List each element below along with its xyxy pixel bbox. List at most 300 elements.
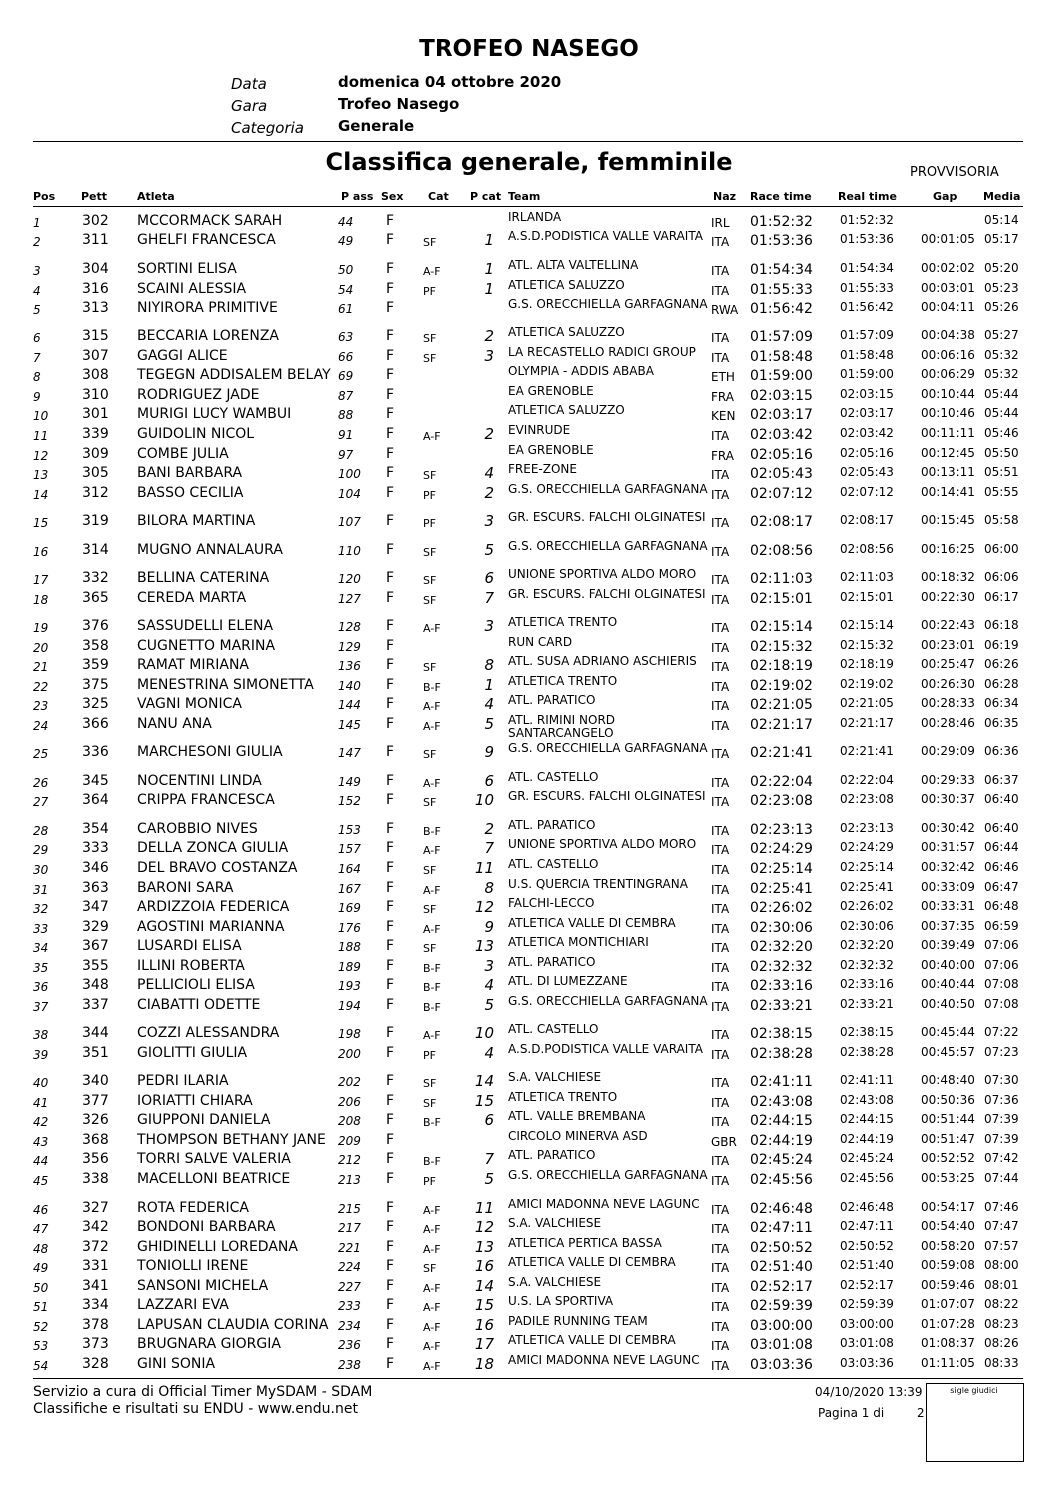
cell-name: IORIATTI CHIARA [137, 1093, 253, 1109]
table-row [0, 512, 1058, 532]
cell-media: 05:14 [984, 213, 1019, 227]
cell-gap: 00:39:49 [921, 938, 975, 952]
cell-pcat: 14 [474, 1072, 494, 1090]
cell-pett: 356 [82, 1151, 109, 1167]
cell-name: LAPUSAN CLAUDIA CORINA [137, 1317, 329, 1333]
cell-team: ATLETICA PERTICA BASSA [508, 1236, 662, 1250]
cell-sex: F [386, 1045, 395, 1061]
cell-naz: ITA [711, 660, 730, 674]
cell-naz: ITA [711, 747, 730, 761]
cell-gap: 00:03:01 [921, 281, 975, 295]
table-row [0, 1111, 1058, 1131]
cell-pett: 328 [82, 1356, 109, 1372]
cell-pos: 45 [33, 1174, 49, 1188]
cell-pass: 188 [338, 940, 361, 954]
cell-pass: 224 [338, 1260, 361, 1274]
cell-pett: 327 [82, 1200, 109, 1216]
cell-naz: ITA [711, 1076, 730, 1090]
cell-pass: 238 [338, 1358, 361, 1372]
cell-name: GINI SONIA [137, 1356, 216, 1372]
cell-pett: 312 [82, 485, 109, 501]
table-row [0, 1335, 1058, 1355]
cell-pass: 127 [338, 592, 361, 606]
cell-pass: 54 [338, 283, 354, 297]
cell-race: 01:53:36 [750, 233, 813, 249]
cell-cat: A-F [423, 1340, 441, 1353]
cell-pass: 215 [338, 1202, 361, 1216]
cell-real: 02:07:12 [840, 485, 894, 499]
cell-race: 02:22:04 [750, 774, 813, 790]
cell-gap: 00:04:38 [921, 328, 975, 342]
cell-pass: 164 [338, 862, 361, 876]
cell-real: 02:15:32 [840, 638, 894, 652]
cell-name: ILLINI ROBERTA [137, 958, 245, 974]
cell-pos: 42 [33, 1115, 49, 1129]
cell-team: AMICI MADONNA NEVE LAGUNC [508, 1197, 700, 1211]
cell-team: FREE-ZONE [508, 462, 577, 476]
cell-real: 02:22:04 [840, 773, 894, 787]
cell-pass: 149 [338, 775, 361, 789]
cell-pos: 9 [33, 390, 41, 404]
cell-name: CEREDA MARTA [137, 590, 247, 606]
cell-pett: 351 [82, 1045, 109, 1061]
cell-team: ATL. RIMINI NORD SANTARCANGELO [508, 713, 616, 740]
cell-real: 02:19:02 [840, 677, 894, 691]
cell-team: GR. ESCURS. FALCHI OLGINATESI [508, 510, 706, 524]
cell-media: 05:32 [984, 348, 1019, 362]
cell-race: 02:15:14 [750, 619, 813, 635]
cell-media: 07:39 [984, 1112, 1019, 1126]
bottom-divider [33, 1378, 1023, 1379]
cell-media: 06:40 [984, 792, 1019, 806]
cell-name: TEGEGN ADDISALEM BELAY [137, 367, 331, 383]
cell-race: 02:50:52 [750, 1240, 813, 1256]
cell-race: 02:18:19 [750, 658, 813, 674]
cell-media: 07:57 [984, 1239, 1019, 1253]
cell-sex: F [386, 919, 395, 935]
cell-real: 02:33:21 [840, 997, 894, 1011]
cell-pett: 332 [82, 570, 109, 586]
cell-race: 02:11:03 [750, 571, 813, 587]
cell-pett: 302 [82, 213, 109, 229]
cell-name: DELLA ZONCA GIULIA [137, 840, 289, 856]
cell-pcat: 2 [484, 327, 494, 345]
cell-sex: F [386, 485, 395, 501]
cell-cat: SF [423, 1262, 437, 1275]
cell-naz: ITA [711, 621, 730, 635]
status-label: PROVVISORIA [910, 165, 999, 180]
cell-pos: 15 [33, 516, 49, 530]
cell-race: 02:38:28 [750, 1046, 813, 1062]
cell-pass: 140 [338, 679, 361, 693]
cell-pett: 345 [82, 773, 109, 789]
cell-team: G.S. ORECCHIELLA GARFAGNANA [508, 482, 708, 496]
cell-cat: B-F [423, 981, 441, 994]
cell-race: 01:59:00 [750, 368, 813, 384]
cell-pett: 366 [82, 716, 109, 732]
cell-cat: A-F [423, 1301, 441, 1314]
cell-naz: ITA [711, 1300, 730, 1314]
cell-pass: 189 [338, 960, 361, 974]
cell-pcat: 14 [474, 1277, 494, 1295]
cell-naz: ITA [711, 699, 730, 713]
cell-gap: 00:12:45 [921, 446, 975, 460]
cell-race: 03:00:00 [750, 1318, 813, 1334]
cell-pett: 342 [82, 1219, 109, 1235]
meta-value-data: domenica 04 ottobre 2020 [338, 73, 562, 91]
cell-sex: F [386, 792, 395, 808]
cell-team: G.S. ORECCHIELLA GARFAGNANA [508, 1168, 708, 1182]
cell-naz: ITA [711, 1339, 730, 1353]
cell-pcat: 4 [484, 1044, 494, 1062]
table-row [0, 1170, 1058, 1190]
cell-race: 02:23:13 [750, 822, 813, 838]
cell-naz: ITA [711, 1096, 730, 1110]
cell-naz: ITA [711, 573, 730, 587]
table-row [0, 405, 1058, 425]
cell-pett: 337 [82, 997, 109, 1013]
cell-naz: FRA [711, 390, 734, 404]
table-row [0, 589, 1058, 609]
cell-name: NOCENTINI LINDA [137, 773, 262, 789]
cell-media: 05:50 [984, 446, 1019, 460]
cell-media: 05:44 [984, 406, 1019, 420]
cell-real: 02:25:41 [840, 880, 894, 894]
cell-race: 02:45:56 [750, 1172, 813, 1188]
cell-pett: 338 [82, 1171, 109, 1187]
cell-gap: 00:22:43 [921, 618, 975, 632]
cell-name: SASSUDELLI ELENA [137, 618, 274, 634]
cell-pcat: 2 [484, 484, 494, 502]
cell-team: G.S. ORECCHIELLA GARFAGNANA [508, 994, 708, 1008]
cell-naz: ITA [711, 980, 730, 994]
table-row [0, 1296, 1058, 1316]
cell-pass: 153 [338, 823, 361, 837]
cell-naz: ITA [711, 488, 730, 502]
cell-gap: 00:28:33 [921, 696, 975, 710]
cell-race: 02:21:17 [750, 717, 813, 733]
table-row [0, 617, 1058, 637]
cell-team: ATL. VALLE BREMBANA [508, 1109, 646, 1123]
header-sex: Sex [381, 190, 404, 203]
cell-naz: ITA [711, 1222, 730, 1236]
cell-media: 05:17 [984, 232, 1019, 246]
cell-team: FALCHI-LECCO [508, 896, 595, 910]
cell-gap: 00:59:46 [921, 1278, 975, 1292]
header-media: Media [983, 190, 1021, 203]
cell-pass: 213 [338, 1173, 361, 1187]
cell-real: 02:08:17 [840, 513, 894, 527]
cell-name: COZZI ALESSANDRA [137, 1025, 280, 1041]
cell-pos: 52 [33, 1320, 49, 1334]
cell-cat: A-F [423, 1029, 441, 1042]
cell-gap: 00:33:31 [921, 899, 975, 913]
cell-sex: F [386, 1093, 395, 1109]
cell-naz: ITA [711, 264, 730, 278]
cell-pass: 147 [338, 746, 361, 760]
cell-real: 02:03:17 [840, 406, 894, 420]
cell-media: 07:30 [984, 1073, 1019, 1087]
cell-team: IRLANDA [508, 210, 562, 224]
cell-team: GR. ESCURS. FALCHI OLGINATESI [508, 587, 706, 601]
cell-real: 02:11:03 [840, 570, 894, 584]
cell-real: 01:52:32 [840, 213, 894, 227]
cell-gap: 00:30:42 [921, 821, 975, 835]
cell-gap: 00:51:47 [921, 1132, 975, 1146]
cell-team: RUN CARD [508, 635, 573, 649]
cell-real: 02:15:14 [840, 618, 894, 632]
cell-pett: 314 [82, 542, 109, 558]
cell-name: BONDONI BARBARA [137, 1219, 276, 1235]
cell-name: SCAINI ALESSIA [137, 281, 247, 297]
cell-pos: 41 [33, 1096, 49, 1110]
cell-media: 08:33 [984, 1356, 1019, 1370]
cell-pos: 18 [33, 593, 49, 607]
cell-pass: 169 [338, 901, 361, 915]
cell-media: 07:06 [984, 938, 1019, 952]
cell-pos: 2 [33, 235, 41, 249]
cell-race: 02:33:21 [750, 998, 813, 1014]
meta-label-gara: Gara [231, 97, 268, 115]
cell-gap: 00:54:40 [921, 1219, 975, 1233]
cell-media: 05:26 [984, 300, 1019, 314]
cell-naz: ITA [711, 961, 730, 975]
cell-pos: 8 [33, 370, 41, 384]
cell-naz: ITA [711, 351, 730, 365]
cell-pett: 319 [82, 513, 109, 529]
cell-real: 02:08:56 [840, 542, 894, 556]
cell-naz: ITA [711, 593, 730, 607]
cell-pcat: 9 [484, 743, 494, 761]
cell-pett: 378 [82, 1317, 109, 1333]
cell-name: PEDRI ILARIA [137, 1073, 229, 1089]
cell-race: 02:33:16 [750, 978, 813, 994]
cell-naz: ITA [711, 776, 730, 790]
cell-pett: 375 [82, 677, 109, 693]
cell-team: S.A. VALCHIESE [508, 1216, 602, 1230]
cell-gap: 00:52:52 [921, 1151, 975, 1165]
cell-name: BRUGNARA GIORGIA [137, 1336, 281, 1352]
table-row [0, 569, 1058, 589]
table-row [0, 327, 1058, 347]
cell-real: 02:21:05 [840, 696, 894, 710]
cell-media: 07:08 [984, 997, 1019, 1011]
cell-name: BARONI SARA [137, 880, 234, 896]
cell-pos: 31 [33, 883, 49, 897]
cell-pos: 30 [33, 863, 49, 877]
cell-pass: 193 [338, 979, 361, 993]
cell-pos: 22 [33, 680, 49, 694]
cell-real: 01:58:48 [840, 348, 894, 362]
cell-name: BECCARIA LORENZA [137, 328, 279, 344]
cell-media: 06:35 [984, 716, 1019, 730]
cell-naz: ITA [711, 922, 730, 936]
cell-pcat: 3 [484, 512, 494, 530]
cell-media: 05:32 [984, 367, 1019, 381]
cell-pcat: 9 [484, 918, 494, 936]
cell-pett: 311 [82, 232, 109, 248]
cell-pos: 12 [33, 449, 49, 463]
cell-pett: 365 [82, 590, 109, 606]
cell-race: 02:43:08 [750, 1094, 813, 1110]
cell-pett: 309 [82, 446, 109, 462]
cell-pett: 373 [82, 1336, 109, 1352]
cell-cat: SF [423, 1077, 437, 1090]
cell-team: ATLETICA TRENTO [508, 615, 618, 629]
cell-pos: 23 [33, 699, 49, 713]
cell-race: 02:15:01 [750, 591, 813, 607]
cell-name: MURIGI LUCY WAMBUI [137, 406, 292, 422]
cell-real: 01:59:00 [840, 367, 894, 381]
cell-real: 02:23:08 [840, 792, 894, 806]
cell-race: 01:58:48 [750, 349, 813, 365]
cell-cat: B-F [423, 1116, 441, 1129]
cell-pcat: 12 [474, 1218, 494, 1236]
cell-pos: 4 [33, 284, 41, 298]
cell-sex: F [386, 328, 395, 344]
cell-media: 05:58 [984, 513, 1019, 527]
cell-cat: B-F [423, 1155, 441, 1168]
cell-cat: SF [423, 469, 437, 482]
cell-pcat: 18 [474, 1355, 494, 1373]
cell-race: 02:08:56 [750, 543, 813, 559]
cell-race: 02:21:05 [750, 697, 813, 713]
cell-pos: 43 [33, 1135, 49, 1149]
cell-pos: 35 [33, 961, 49, 975]
cell-pass: 49 [338, 234, 354, 248]
cell-cat: A-F [423, 844, 441, 857]
cell-media: 06:06 [984, 570, 1019, 584]
cell-pass: 236 [338, 1338, 361, 1352]
cell-team: EA GRENOBLE [508, 443, 594, 457]
cell-real: 02:25:14 [840, 860, 894, 874]
cell-real: 02:43:08 [840, 1093, 894, 1107]
cell-sex: F [386, 696, 395, 712]
cell-race: 02:44:15 [750, 1113, 813, 1129]
header-divider [33, 206, 1023, 207]
cell-gap: 00:32:42 [921, 860, 975, 874]
cell-sex: F [386, 300, 395, 316]
cell-naz: ITA [711, 1048, 730, 1062]
cell-gap: 00:11:11 [921, 426, 975, 440]
cell-cat: B-F [423, 825, 441, 838]
cell-race: 02:32:32 [750, 959, 813, 975]
cell-pos: 51 [33, 1300, 49, 1314]
cell-gap: 00:06:16 [921, 348, 975, 362]
cell-gap: 00:18:32 [921, 570, 975, 584]
cell-sex: F [386, 1073, 395, 1089]
cell-pass: 157 [338, 842, 361, 856]
cell-name: THOMPSON BETHANY JANE [137, 1132, 326, 1148]
cell-pcat: 6 [484, 772, 494, 790]
cell-race: 02:47:11 [750, 1220, 813, 1236]
cell-cat: A-F [423, 1282, 441, 1295]
cell-cat: PF [423, 285, 436, 298]
cell-cat: SF [423, 332, 437, 345]
cell-name: TONIOLLI IRENE [137, 1258, 249, 1274]
cell-cat: PF [423, 517, 436, 530]
cell-race: 01:55:33 [750, 282, 813, 298]
cell-pass: 167 [338, 882, 361, 896]
cell-media: 07:36 [984, 1093, 1019, 1107]
cell-cat: SF [423, 1097, 437, 1110]
cell-sex: F [386, 1132, 395, 1148]
cell-pass: 152 [338, 794, 361, 808]
table-row [0, 366, 1058, 386]
cell-race: 01:56:42 [750, 301, 813, 317]
cell-pcat: 5 [484, 1170, 494, 1188]
cell-gap: 00:25:47 [921, 657, 975, 671]
cell-sex: F [386, 1336, 395, 1352]
cell-race: 02:07:12 [750, 486, 813, 502]
cell-race: 01:54:34 [750, 262, 813, 278]
cell-naz: ITA [711, 1261, 730, 1275]
cell-media: 06:34 [984, 696, 1019, 710]
cell-gap: 00:30:37 [921, 792, 975, 806]
cell-media: 06:17 [984, 590, 1019, 604]
cell-real: 02:30:06 [840, 919, 894, 933]
cell-pass: 50 [338, 263, 354, 277]
cell-pass: 44 [338, 215, 354, 229]
cell-gap: 01:07:28 [921, 1317, 975, 1331]
table-row [0, 859, 1058, 879]
cell-naz: ITA [711, 843, 730, 857]
cell-race: 02:03:15 [750, 388, 813, 404]
cell-race: 03:01:08 [750, 1337, 813, 1353]
cell-pos: 19 [33, 621, 49, 635]
cell-race: 02:44:19 [750, 1133, 813, 1149]
cell-name: DEL BRAVO COSTANZA [137, 860, 298, 876]
cell-cat: PF [423, 1049, 436, 1062]
cell-team: U.S. LA SPORTIVA [508, 1294, 614, 1308]
cell-pass: 212 [338, 1153, 361, 1167]
cell-pass: 206 [338, 1095, 361, 1109]
cell-cat: SF [423, 574, 437, 587]
cell-pett: 376 [82, 618, 109, 634]
cell-sex: F [386, 348, 395, 364]
cell-gap: 00:48:40 [921, 1073, 975, 1087]
cell-gap: 00:22:30 [921, 590, 975, 604]
cell-naz: ITA [711, 641, 730, 655]
cell-cat: SF [423, 748, 437, 761]
cell-naz: ITA [711, 824, 730, 838]
cell-cat: A-F [423, 923, 441, 936]
cell-sex: F [386, 958, 395, 974]
cell-team: CIRCOLO MINERVA ASD [508, 1129, 648, 1143]
cell-sex: F [386, 1239, 395, 1255]
cell-pos: 16 [33, 545, 49, 559]
cell-real: 02:41:11 [840, 1073, 894, 1087]
cell-pett: 336 [82, 744, 109, 760]
cell-race: 02:45:24 [750, 1152, 813, 1168]
cell-naz: ITA [711, 1154, 730, 1168]
cell-media: 06:44 [984, 840, 1019, 854]
cell-pos: 44 [33, 1154, 49, 1168]
cell-naz: ITA [711, 863, 730, 877]
cell-sex: F [386, 744, 395, 760]
cell-race: 02:23:08 [750, 793, 813, 809]
cell-real: 01:56:42 [840, 300, 894, 314]
cell-sex: F [386, 977, 395, 993]
cell-pcat: 8 [484, 879, 494, 897]
cell-pass: 176 [338, 921, 361, 935]
cell-race: 02:24:29 [750, 841, 813, 857]
cell-pos: 10 [33, 409, 49, 423]
meta-value-gara: Trofeo Nasego [338, 95, 460, 113]
cell-sex: F [386, 570, 395, 586]
footer-service: Servizio a cura di Official Timer MySDAM - SDAM [33, 1384, 373, 1400]
cell-media: 07:44 [984, 1171, 1019, 1185]
